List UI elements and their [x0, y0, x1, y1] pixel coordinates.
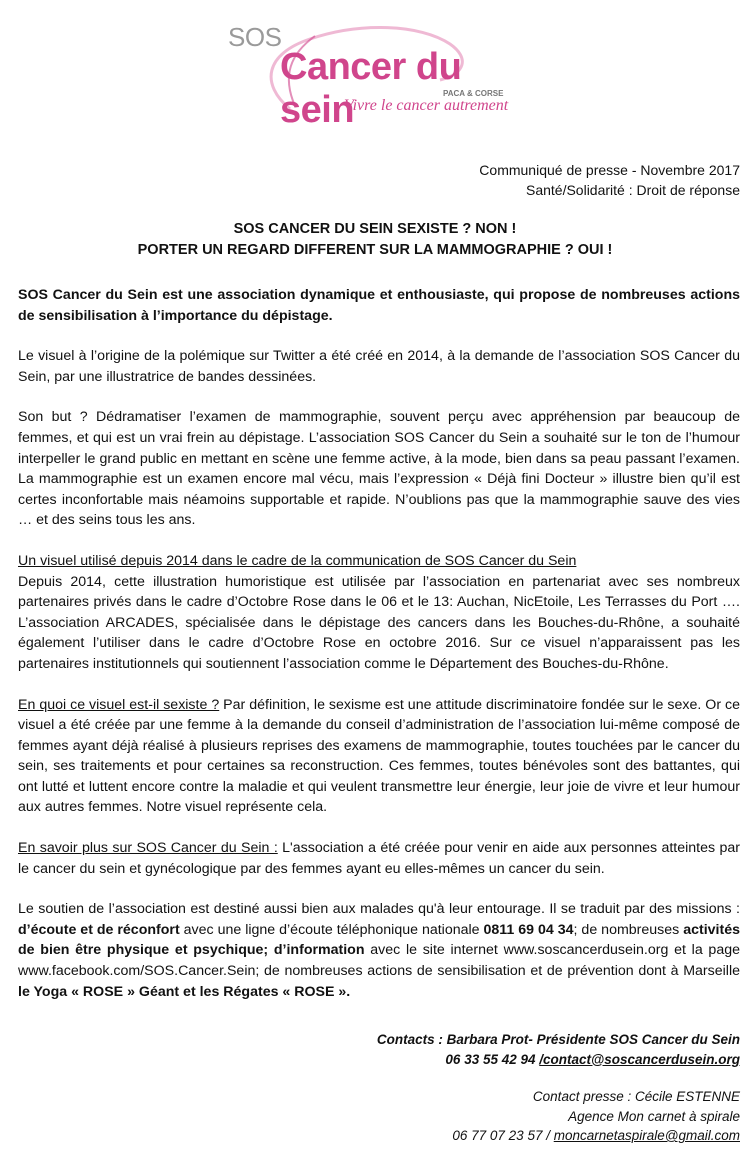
- paragraph-support: [18, 899, 740, 1002]
- support-phone: 0811 69 04 34: [483, 921, 574, 938]
- logo-region-text: PACA & CORSE: [443, 89, 504, 98]
- release-category: Santé/Solidarité : Droit de réponse: [525, 182, 740, 198]
- support-text-g: avec le site internet www.soscancerdusein.org et la page www.facebook.com/SOS.Cancer.Sein; de nombreuses actions de sensibilisation et de prévention dont à Marseille: [18, 942, 740, 980]
- logo: [220, 14, 510, 131]
- paragraph-usage: [18, 551, 740, 675]
- usage-text: Depuis 2014, cette illustration humoristique est utilisée par l’association en partenariat avec ses nombreux partenaires privés dans le cadre d’Octobre Rose dans le 06 et le 13: Auchan, NicEtoile, Les Terrasses du Port …. L’association ARCADES, spécialisée dans le dépistage des cancers dans les Bouches-du-Rhône, a souhaité également l’utiliser dans le cadre d’Octobre Rose en octobre 2016. Sur ce visuel n’apparaissent pas les partenaires institutionnels qui soutiennent l’association comme le Département des Bouches-du-Rhône.: [18, 573, 740, 672]
- title-line-1: SOS CANCER DU SEIN SEXISTE ? NON !: [233, 221, 517, 237]
- press-contact: Contact presse : Cécile ESTENNE: [532, 1089, 740, 1104]
- title-line-2: PORTER UN REGARD DIFFERENT SUR LA MAMMOGRAPHIE ? OUI !: [137, 242, 613, 258]
- support-text-e: ; de nombreuses: [573, 921, 684, 938]
- usage-heading: Un visuel utilisé depuis 2014 dans le cadre de la communication de SOS Cancer du Sein: [18, 552, 577, 569]
- logo-tagline: Vivre le cancer autrement: [344, 97, 509, 114]
- document-body: [18, 285, 740, 1022]
- press-agency: Agence Mon carnet à spirale: [568, 1108, 740, 1124]
- support-listening: d’écoute et de réconfort: [18, 921, 180, 938]
- contact-president-details: [377, 1050, 740, 1070]
- paragraph-purpose: Son but ? Dédramatiser l’examen de mammographie, souvent perçu avec appréhension par beaucoup de femmes, et qui est un vrai frein au dépistage. L’association SOS Cancer du Sein a souhaité sur le ton de l’humour interpeller le grand public en mettant en scène une femme active, à la mode, bien dans sa peau passant l’examen. La mammographie est un examen encore mal vécu, mais l’expression « Déjà fini Docteur » illustre bien qu’il est certes inconfortable mais néamoins supportable et rapide. N’oublions pas que la mammographie sauve des vies … et des seins tous les ans.: [18, 409, 740, 529]
- contact-email-1[interactable]: /contact@soscancerdusein.org: [539, 1051, 740, 1067]
- about-heading: En savoir plus sur SOS Cancer du Sein :: [18, 840, 278, 857]
- document-title: [0, 219, 750, 261]
- support-activities: activités de bien être physique et psychique; d’information: [18, 921, 741, 959]
- contact-email-2[interactable]: moncarnetaspirale@gmail.com: [553, 1128, 740, 1143]
- contact-phone-2: 06 77 07 23 57 /: [452, 1128, 554, 1143]
- support-text-c: avec une ligne d’écoute téléphonique nationale: [179, 921, 484, 938]
- contact-phone-1: 06 33 55 42 94: [445, 1051, 540, 1067]
- paragraph-sexism: [18, 695, 740, 819]
- press-release-meta: [479, 160, 740, 200]
- contact-president: Contacts : Barbara Prot- Présidente SOS Cancer du Sein: [376, 1032, 740, 1047]
- sexism-heading: En quoi ce visuel est-il sexiste ?: [18, 696, 220, 713]
- paragraph-origin: Le visuel à l’origine de la polémique sur Twitter a été créé en 2014, à la demande de l’association SOS Cancer du Sein, par une illustratrice de bandes dessinées.: [18, 348, 740, 385]
- intro-paragraph: SOS Cancer du Sein est une association dynamique et enthousiaste, qui propose de nombreuses actions de sensibilisation à l’importance du dépistage.: [18, 287, 740, 324]
- about-text: L'association a été créée pour venir en aide aux personnes atteintes par le cancer du sein et gynécologique par des femmes ayant eu elles-mêmes un cancer du sein.: [18, 840, 740, 877]
- contacts-block: [377, 1030, 740, 1146]
- logo-brand-text: Cancer du sein: [280, 46, 462, 131]
- sexism-text: Par définition, le sexisme est une attitude discriminatoire fondée sur le sexe. Or ce visuel a été créée par une femme à la demande du conseil d’administration de l’association lui-même composé de femmes ayant déjà réalisé à plusieurs reprises des examens de mammographie, toutes touchées par le cancer du sein, ses traitements et pour certaines sa reconstruction. Ces femmes, toutes bénévoles sont des battantes, qui ont lutté et luttent encore contre la maladie et qui veulent transmettre leur énergie, leur joie de vivre et leur humour aux autres femmes. Notre visuel représente cela.: [18, 696, 740, 816]
- paragraph-about: [18, 838, 740, 879]
- release-date: Communiqué de presse - Novembre 2017: [479, 162, 740, 178]
- support-events: le Yoga « ROSE » Géant et les Régates « ROSE ».: [18, 983, 351, 1000]
- press-contact-details: [377, 1126, 740, 1146]
- logo-sos-text: SOS: [228, 22, 282, 52]
- support-text-a: Le soutien de l’association est destiné aussi bien aux malades qu'à leur entourage. Il se traduit par des missions :: [18, 901, 740, 918]
